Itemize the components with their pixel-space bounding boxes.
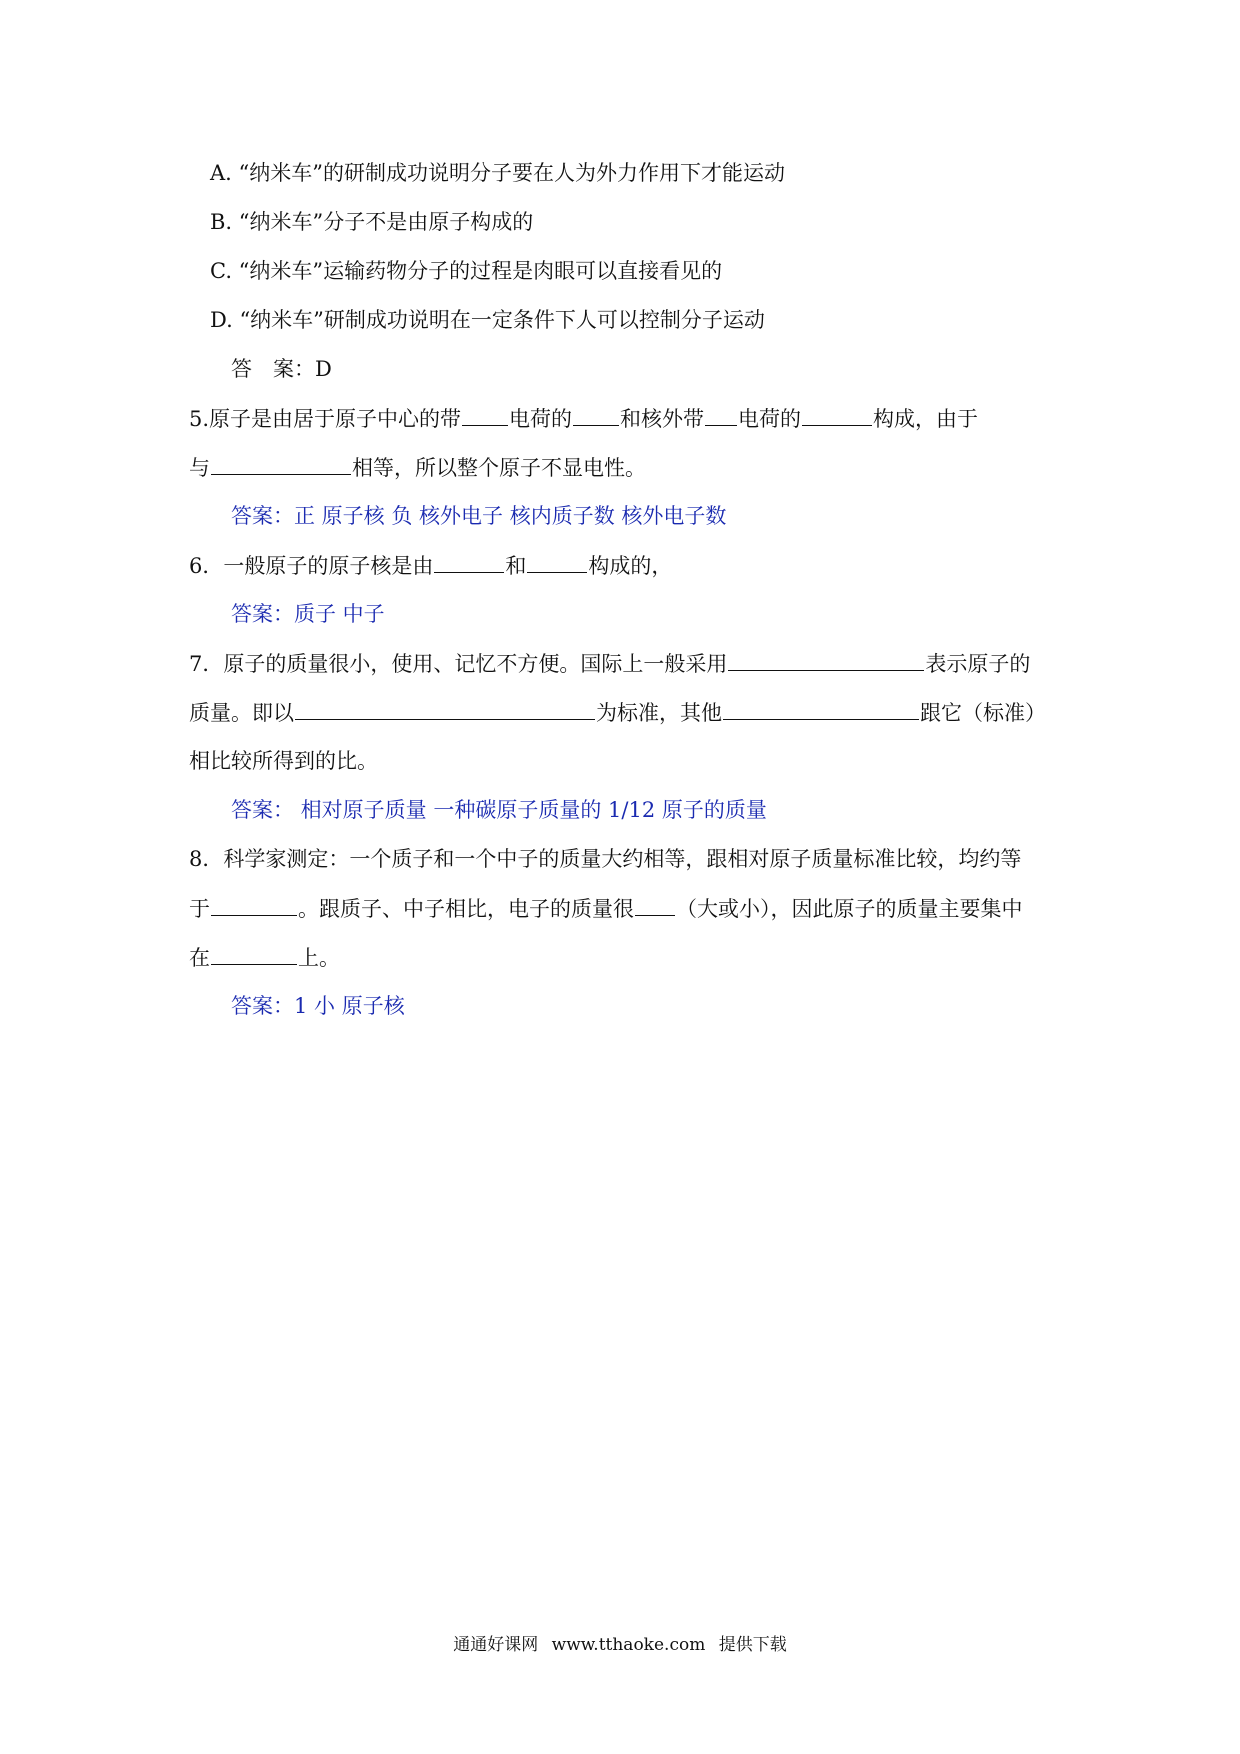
question8-line2 — [189, 893, 1023, 924]
question6-line1 — [189, 550, 672, 581]
page-footer — [0, 1632, 1240, 1658]
question5-text: 和核外带 — [620, 407, 705, 431]
question8-text: 于 — [189, 897, 210, 921]
question7-text: 质量。即以 — [189, 701, 294, 725]
question8-text: 在 — [189, 946, 210, 970]
question7-line2 — [189, 697, 1046, 728]
blank — [802, 403, 872, 426]
blank — [728, 648, 924, 671]
option-c: C. “纳米车”运输药物分子的过程是肉眼可以直接看见的 — [210, 259, 723, 283]
question7-line1 — [189, 648, 1030, 679]
blank — [527, 550, 587, 573]
blank — [211, 893, 297, 916]
question7-line3: 相比较所得到的比。 — [189, 749, 378, 773]
question7-text: 跟它（标准） — [920, 701, 1046, 725]
question5-text: 与 — [189, 456, 210, 480]
blank — [211, 452, 351, 475]
question8-text: 上。 — [298, 946, 340, 970]
blank — [434, 550, 504, 573]
question5-text: 5.原子是由居于原子中心的带 — [189, 407, 462, 431]
blank — [462, 403, 508, 426]
question8-text: 。跟质子、中子相比，电子的质量很 — [298, 897, 634, 921]
question6-text: 和 — [505, 554, 527, 578]
question5-line1 — [189, 403, 978, 434]
option-b: B. “纳米车”分子不是由原子构成的 — [210, 210, 534, 234]
question5-answer: 答案：正 原子核 负 核外电子 核内质子数 核外电子数 — [231, 504, 727, 528]
question5-text: 构成，由于 — [873, 407, 979, 431]
blank — [211, 942, 297, 965]
question7-text: 表示原子的 — [925, 652, 1031, 676]
blank — [635, 893, 675, 916]
question6-text: 6．一般原子的原子核是由 — [189, 554, 434, 578]
question8-answer: 答案：1 小 原子核 — [231, 994, 405, 1018]
question5-text: 电荷的 — [738, 407, 802, 431]
footer-url[interactable]: www.tthaoke.com — [551, 1635, 706, 1655]
footer-note: 提供下载 — [718, 1635, 787, 1655]
blank — [705, 403, 737, 426]
question8-text: （大或小），因此原子的质量主要集中 — [676, 897, 1023, 921]
blank — [295, 697, 595, 720]
question5-text: 电荷的 — [509, 407, 573, 431]
question6-answer: 答案：质子 中子 — [231, 602, 385, 626]
blank — [723, 697, 919, 720]
footer-site-name: 通通好课网 — [453, 1635, 539, 1655]
question5-text: 相等，所以整个原子不显电性。 — [352, 456, 646, 480]
question6-text: 构成的， — [588, 554, 673, 578]
question7-text: 7．原子的质量很小，使用、记忆不方便。国际上一般采用 — [189, 652, 728, 676]
question8-line1: 8．科学家测定：一个质子和一个中子的质量大约相等，跟相对原子质量标准比较，均约等 — [189, 847, 1022, 871]
question8-line3 — [189, 942, 340, 973]
question7-answer: 答案： 相对原子质量 一种碳原子质量的 1/12 原子的质量 — [231, 798, 767, 822]
blank — [573, 403, 619, 426]
question4-answer: 答 案：D — [231, 357, 332, 381]
option-a: A. “纳米车”的研制成功说明分子要在人为外力作用下才能运动 — [210, 161, 785, 185]
option-d: D. “纳米车”研制成功说明在一定条件下人可以控制分子运动 — [210, 308, 765, 332]
question5-line2 — [189, 452, 646, 483]
question7-text: 为标准，其他 — [596, 701, 722, 725]
